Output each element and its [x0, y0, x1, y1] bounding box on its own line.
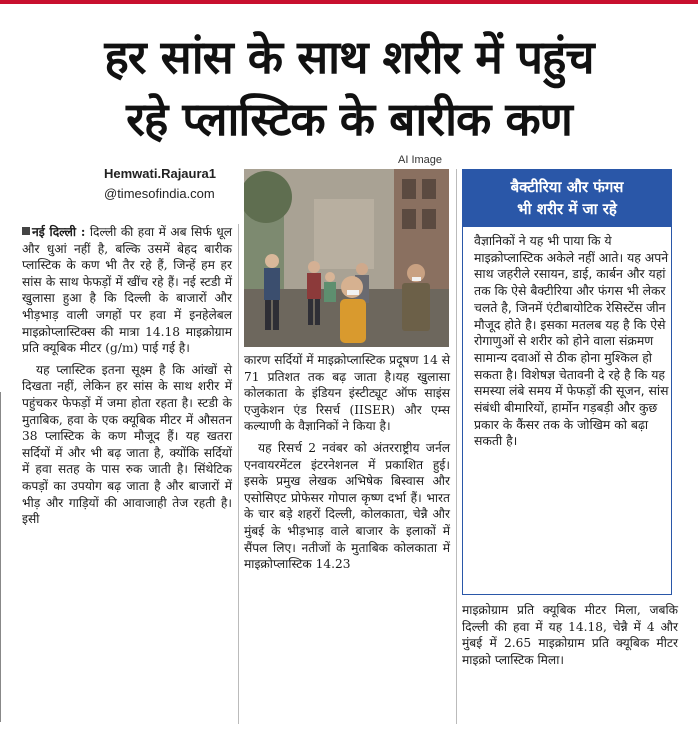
- article-photo: [244, 169, 449, 347]
- sidebar-heading-line-1: बैक्टीरिया और फंगस: [510, 178, 624, 196]
- sidebar-body: वैज्ञानिकों ने यह भी पाया कि ये माइक्रोप्लास्टिक अकेले नहीं आते। यह अपने साथ जहरीले रसायन, डाई, कार्बन और यहां तक कि ऐसे बैक्टीरिया और फंगस भी लेकर चलते है, जिनमें एंटीबायोटिक रेसिस्टेंस जीन मौजूद होते है। इसका मतलब यह है कि ऐसे रोगाणुओं से शरीर को होने वाला संक्रमण सामान्य दवाओं से ठीक होना मुश्किल हो सकता है। विशेषज्ञ चेतावनी दे रहे है कि यह समस्या लंबे समय में फेफड़ों की सूजन, सांस संबंधी बीमारियों, हार्मोन गड़बड़ी और कुछ प्रकार के कैंसर तक के जोखिम को बढ़ा सकती है।: [474, 233, 669, 449]
- byline-handle: @timesofindia.com: [104, 186, 215, 201]
- column-3-tail: माइक्रोग्राम प्रति क्यूबिक मीटर मिला, जबकि दिल्ली की हवा में यह 14.18, चेन्नै में 4 और मुंबई में 2.65 माइक्रोग्राम प्रति क्यूबिक मीटर माइक्रो प्लास्टिक मिला।: [462, 603, 678, 667]
- column-divider-1: [238, 224, 239, 724]
- column-1-paragraph-2: यह प्लास्टिक इतना सूक्ष्म है कि आंखों से दिखता नहीं, लेकिन हर सांस के साथ शरीर में पहुंचकर फेफड़ों में जमा होता रहता है। स्टडी के मुताबिक, हवा के एक क्यूबिक मीटर में औसतन 38 प्लास्टिक के कण मौजूद हैं। यह खतरा सर्दियों में और भी बढ़ जाता है, क्योंकि सर्दियों में हवा सतह के पास रुक जाती है। सिंथेटिक कपड़ों का उपयोग बढ़ जाता है और बाजारों में भीड़ और गाड़ियों की आवाजाही तेज रहती है। इसी: [22, 362, 232, 527]
- headline-line-1: हर सांस के साथ शरीर में पहुंच: [104, 30, 594, 84]
- column-divider-2: [456, 169, 457, 724]
- headline-line-2: रहे प्लास्टिक के बारीक कण: [126, 92, 572, 146]
- column-2-paragraph-2: यह रिसर्च 2 नवंबर को अंतरराष्ट्रीय जर्नल एनवायरमेंटल इंटरनेशनल में प्रकाशित हुई। इसके प्रमुख लेखक अभिषेक बिस्वास और एसोसिएट प्रोफेसर गोपाल कृष्ण दर्भा हैं। भारत के चार बड़े शहरों दिल्ली, कोलकाता, चेन्नै और मुंबई के भीड़भाड़ वाले बाजार के इलाकों में सैंपल लिए। नतीजों के मुताबिक कोलकाता में माइक्रोप्लास्टिक 14.23: [244, 440, 450, 572]
- ai-image-label: AI Image: [398, 154, 443, 166]
- column-2: [244, 352, 450, 573]
- sidebar-heading-line-2: भी शरीर में जा रहे: [517, 200, 617, 218]
- sidebar-heading: [462, 169, 672, 227]
- column-2-paragraph-1: कारण सर्दियों में माइक्रोप्लास्टिक प्रदूषण 14 से 71 प्रतिशत तक बढ़ जाता है।यह खुलासा कोलकाता के इंडियन इंस्टीट्यूट ऑफ साइंस एजुकेशन एंड रिसर्च (IISER) और एम्स कल्याणी के वैज्ञानिकों ने किया है।: [244, 353, 450, 434]
- dateline: नई दिल्ली :: [32, 225, 86, 239]
- top-red-rule: [0, 0, 698, 4]
- dateline-marker-icon: [22, 227, 30, 235]
- column-1-paragraph-1: दिल्ली की हवा में अब सिर्फ धूल और धुआं नहीं है, बल्कि उसमें बेहद बारीक प्लास्टिक के कण भी तैर रहे हैं, जिन्हें हम हर सांस के साथ फेफड़ों में खींच रहे हैं। नई स्टडी में खुलासा हुआ है कि दिल्ली के बाजारों और भीड़भाड़ वाली जगहों पर हवा में इनहेलेबल माइक्रोप्लास्टिक्स की मात्रा 14.18 माइक्रोग्राम प्रति क्यूबिक मीटर (g/m) पाई गई है।: [22, 225, 233, 356]
- left-page-edge: [0, 392, 1, 722]
- column-1: [22, 224, 232, 528]
- headline: [0, 26, 698, 150]
- byline-author: Hemwati.Rajaura1: [104, 166, 216, 181]
- byline: [104, 164, 216, 204]
- street-scene-illustration: [244, 169, 449, 347]
